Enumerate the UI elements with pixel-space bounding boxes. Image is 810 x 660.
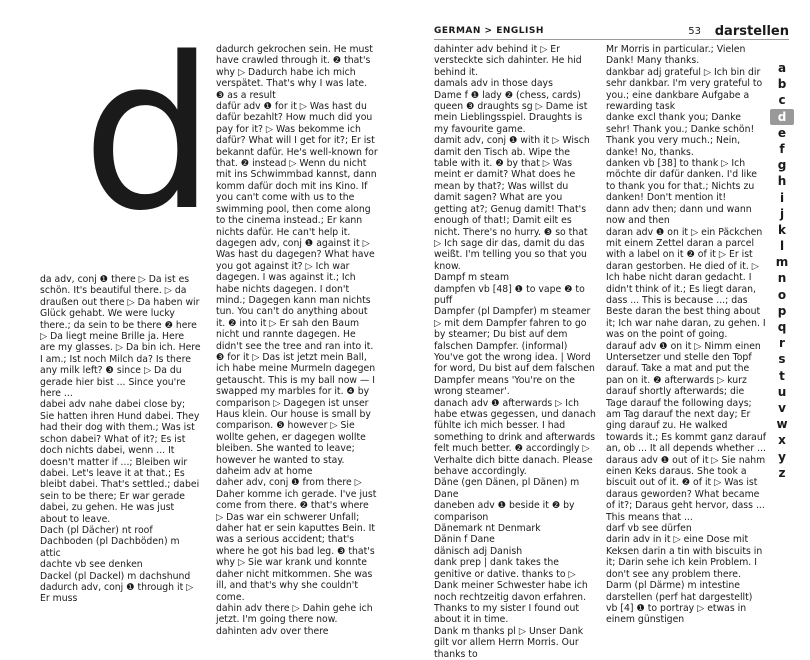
alphabet-letter-y[interactable]: y — [778, 449, 786, 464]
alphabet-letter-z[interactable]: z — [778, 465, 786, 480]
dictionary-entry: Dampf m steam — [434, 272, 510, 284]
dictionary-entry: dann adv then; dann und wann now and then — [606, 203, 752, 227]
dictionary-entry: Dachboden (pl Dachböden) m attic — [40, 536, 180, 559]
column-3 — [434, 44, 596, 660]
dictionary-entry: danke excl thank you; Danke sehr! Thank you.; Danke schön! Thank you very much.; Nein, danke! No, thanks. — [606, 112, 755, 158]
page-header — [434, 26, 789, 40]
dictionary-entry: Dampfer (pl Dampfer) m steamer ▷ mit dem Dampfer fahren to go by steamer; Du bist auf dem falschen Dampfer. (informal) You've got the wrong idea. | Word for word, Du bist auf dem falschen Dampfer means 'You're on the wrong steamer'. — [434, 306, 595, 398]
alphabet-letter-e[interactable]: e — [777, 125, 787, 140]
dictionary-entry: Dank m thanks pl ▷ Unser Dank gilt vor allem Herrn Morris. Our thanks to — [434, 625, 584, 660]
dictionary-entry: dahinter adv behind it ▷ Er versteckte sich dahinter. He hid behind it. — [434, 44, 582, 78]
dictionary-entry: Darm (pl Därme) m intestine — [606, 580, 741, 592]
dictionary-entry: danach adv ❶ afterwards ▷ Ich habe etwas gegessen, und danach fühlte ich mich besser. I had something to drink and afterwards felt much better. ❷ accordingly ▷ Verhalte dich bitte danach. Please behave accordingly. — [434, 397, 596, 478]
alphabet-letter-u[interactable]: u — [777, 384, 787, 399]
alphabet-thumb-index — [770, 60, 794, 481]
column-4 — [606, 44, 766, 626]
dictionary-entry: Dackel (pl Dackel) m dachshund — [40, 570, 191, 582]
dictionary-entry: dadurch adv, conj ❶ through it ▷ Er muss — [40, 581, 194, 605]
alphabet-letter-p[interactable]: p — [777, 303, 787, 318]
guide-word: darstellen — [714, 24, 789, 39]
dictionary-entry: daher adv, conj ❶ from there ▷ Daher komme ich gerade. I've just come from there. ❷ that's where ▷ Das war ein schwerer Unfall; daher hat er sein kaputtes Bein. It was a serious accident; that's where he got his bad leg. ❸ that's why ▷ Sie war krank und konnte daher nicht mitkommen. She was ill, and that's why she couldn't come. — [216, 477, 377, 603]
dictionary-entry: dank prep | dank takes the genitive or dative. thanks to ▷ Dank meiner Schwester habe ich noch rechtzeitig davon erfahren. Thanks to my sister I found out about it in time. — [434, 557, 588, 626]
dictionary-entry: dafür adv ❶ for it ▷ Was hast du dafür bezahlt? How much did you pay for it? ▷ Was bekomme ich dafür? What will I get for it?; Er ist bekannt dafür. He's well-known for that. ❷ instead ▷ Wenn du nicht mit ins Schwimmbad kannst, dann komm dafür doch mit ins Kino. If you can't come with us to the swimming pool, then come along to the cinema instead.; Er kann nichts dafür. He can't help it. — [216, 101, 378, 238]
alphabet-letter-a[interactable]: a — [777, 61, 787, 75]
dictionary-entry: Dach (pl Dächer) nt roof — [40, 524, 153, 536]
dictionary-entry: dänisch adj Danish — [434, 545, 523, 557]
alphabet-letter-x[interactable]: x — [778, 433, 786, 448]
column-2 — [216, 44, 378, 637]
dictionary-entry: Dänin f Dane — [434, 534, 495, 546]
dictionary-entry: dampfen vb [48] ❶ to vape ❷ to puff — [434, 283, 585, 306]
alphabet-letter-c[interactable]: c — [778, 93, 786, 108]
dictionary-entry: dagegen adv, conj ❶ against it ▷ Was hast du dagegen? What have you got against it? ▷ Ich war dagegen. I was against it.; Ich habe nichts dagegen. I don't mind.; Dagegen kann man nichts tun. You can't do anything about it. ❷ into it ▷ Er sah den Baum nicht und rannte dagegen. He didn't see the tree and ran into it. ❸ for it ▷ Das ist jetzt mein Ball, ich habe meine Murmeln dagegen getauscht. This is my ball now — I swapped my marbles for it. ❹ by comparison ▷ Dagegen ist unser Haus klein. Our house is small by comparison. ❺ however ▷ Sie wollte gehen, er dagegen wollte bleiben. She wanted to leave; however he wanted to stay. — [216, 237, 376, 466]
dictionary-entry: darf vb see dürfen — [606, 523, 692, 535]
alphabet-letter-q[interactable]: q — [777, 320, 787, 334]
dictionary-entry: Dänemark nt Denmark — [434, 523, 541, 535]
dictionary-entry: damit adv, conj ❶ with it ▷ Wisch damit den Tisch ab. Wipe the table with it. ❷ by that ▷ Was meint er damit? What does he mean by that?; Was willst du damit sagen? What are you getting at?; Genug damit! That's enough of that!; Damit eilt es nicht. There's no hurry. ❸ so that ▷ Ich sage dir das, damit du das weißt. I'm telling you so that you know. — [434, 135, 590, 272]
alphabet-letter-l[interactable]: l — [779, 239, 785, 254]
alphabet-letter-o[interactable]: o — [777, 287, 787, 302]
alphabet-letter-w[interactable]: w — [776, 417, 788, 432]
alphabet-letter-r[interactable]: r — [779, 336, 785, 351]
alphabet-letter-m[interactable]: m — [775, 255, 789, 270]
dictionary-entry: dahinten adv over there — [216, 625, 329, 637]
dictionary-entry: danken vb [38] to thank ▷ Ich möchte dir dafür danken. I'd like to thank you for that.; Nichts zu danken! Don't mention it! — [606, 158, 758, 204]
alphabet-letter-k[interactable]: k — [778, 222, 786, 237]
dictionary-entry: dabei adv nahe dabei close by; Sie hatten ihren Hund dabei. They had their dog with them.; Was ist schon dabei? What of it?; Es ist doch nichts dabei, wenn ... It doesn't matter if ...; Bleiben wir dabei. Let's leave it at that.; Es bleibt dabei. That's settled.; dabei sein to be there; Er war gerade dabei, zu gehen. He was just about to leave. — [40, 399, 200, 525]
dictionary-entry: dadurch gekrochen sein. He must have crawled through it. ❷ that's why ▷ Dadurch habe ich mich verspätet. That's why I was late. ❸ as a result — [216, 44, 373, 101]
dictionary-entry: darauf adv ❶ on it ▷ Nimm einen Untersetzer und stelle den Topf darauf. Take a mat and put the pan on it. ❷ afterwards ▷ kurz darauf shortly afterwards; die Tage darauf the following days; am Tag darauf the next day; Er ging darauf zu. He walked towards it.; Es kommt ganz darauf an, ob ... It all depends whether ... — [606, 340, 766, 455]
dictionary-entry: dachte vb see denken — [40, 559, 143, 571]
chapter-letter: d — [82, 12, 216, 257]
column-1 — [40, 274, 202, 605]
alphabet-letter-t[interactable]: t — [779, 368, 785, 383]
alphabet-letter-j[interactable]: j — [779, 206, 785, 221]
dictionary-entry: da adv, conj ❶ there ▷ Da ist es schön. It's beautiful there. ▷ da draußen out there ▷ Da haben wir Glück gehabt. We were lucky there.; da sein to be there ❷ here ▷ Da liegt meine Brille ja. Here are my glasses. ▷ Da bin ich. Here I am.; Ist noch Milch da? Is there any milk left? ❸ since ▷ Da du gerade hier bist ... Since you're here ... — [40, 274, 201, 400]
header-rule — [434, 39, 789, 40]
language-direction: GERMAN > ENGLISH — [434, 26, 544, 36]
dictionary-entry: Dame f ❶ lady ❷ (chess, cards) queen ❸ draughts sg ▷ Dame ist mein Lieblingsspiel. Draughts is my favourite game. — [434, 89, 588, 135]
alphabet-letter-i[interactable]: i — [779, 190, 785, 205]
alphabet-letter-f[interactable]: f — [779, 141, 785, 156]
alphabet-letter-s[interactable]: s — [778, 352, 786, 367]
dictionary-entry: Däne (gen Dänen, pl Dänen) m Dane — [434, 477, 580, 500]
dictionary-entry: daran adv ❶ on it ▷ ein Päckchen mit einem Zettel daran a parcel with a label on it ❷ of it ▷ Er ist daran gestorben. He died of it. ▷ Ich habe nicht daran gedacht. I didn't think of it.; Es liegt daran, dass ... This is because ...; das Beste daran the best thing about it; Ich war nahe daran, zu gehen. I was on the point of going. — [606, 226, 766, 341]
alphabet-letter-d[interactable]: d — [770, 109, 794, 125]
dictionary-entry: daneben adv ❶ beside it ❷ by comparison — [434, 500, 575, 523]
dictionary-entry: dankbar adj grateful ▷ Ich bin dir sehr dankbar. I'm very grateful to you.; eine dankbare Aufgabe a rewarding task — [606, 66, 763, 113]
dictionary-entry: darin adv in it ▷ eine Dose mit Keksen darin a tin with biscuits in it; Darin sehe ich kein Problem. I don't see any problem there. — [606, 534, 763, 580]
page-number: 53 — [688, 26, 701, 37]
alphabet-letter-v[interactable]: v — [778, 400, 786, 415]
dictionary-entry: damals adv in those days — [434, 78, 553, 90]
dictionary-entry: darstellen (perf hat dargestellt) vb [4] ❶ to portray ▷ etwas in einem günstigen — [606, 591, 753, 626]
dictionary-entry: daraus adv ❶ out of it ▷ Sie nahm einen Keks daraus. She took a biscuit out of it. ❷ of it ▷ Was ist daraus geworden? What became of it?; Daraus geht hervor, dass ... This means that ... — [606, 454, 766, 523]
alphabet-letter-b[interactable]: b — [777, 77, 787, 92]
dictionary-entry: Mr Morris in particular.; Vielen Dank! Many thanks. — [606, 44, 746, 67]
dictionary-entry: daheim adv at home — [216, 466, 313, 478]
alphabet-letter-h[interactable]: h — [777, 174, 787, 189]
alphabet-letter-n[interactable]: n — [777, 271, 787, 286]
alphabet-letter-g[interactable]: g — [777, 158, 787, 173]
dictionary-entry: dahin adv there ▷ Dahin gehe ich jetzt. I'm going there now. — [216, 602, 373, 626]
